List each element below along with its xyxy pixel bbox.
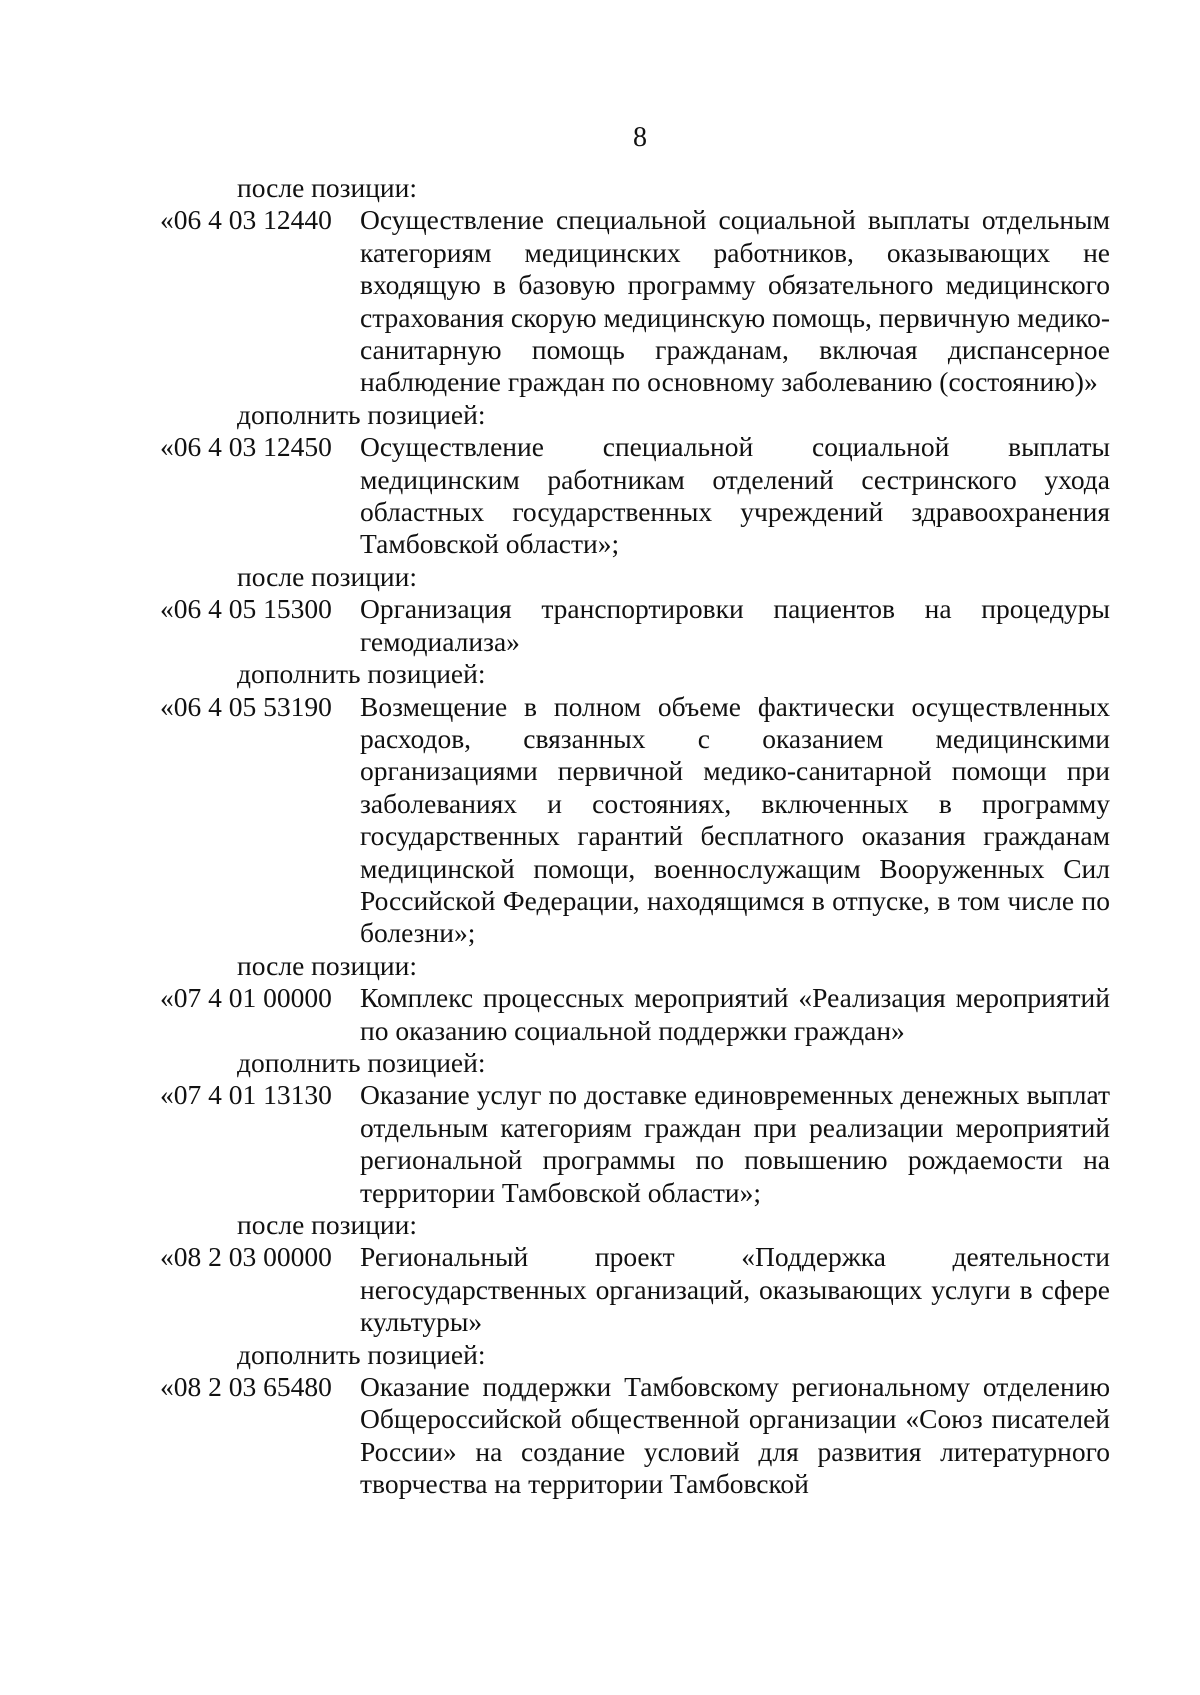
- position-label: дополнить позицией:: [237, 658, 486, 690]
- position-description: Осуществление специальной социальной выплаты отдельным категориям медицинских работников, оказывающих не входящую в базовую программу обязательного медицинского страхования скорую медицинскую помощь, первичную медико-санитарную помощь гражданам, включая диспансерное наблюдение граждан по основному заболеванию (состоянию)»: [360, 204, 1110, 398]
- budget-position-entry: [160, 204, 1110, 398]
- budget-position-entry: [160, 1079, 1110, 1209]
- budget-position-entry: [160, 1241, 1110, 1338]
- position-label: после позиции:: [237, 1209, 417, 1240]
- position-label: дополнить позицией:: [237, 1338, 486, 1370]
- position-description: Оказание поддержки Тамбовскому региональному отделению Общероссийской общественной организации «Союз писателей России» на создание условий для развития литературного творчества на территории Тамбовской: [360, 1371, 1110, 1500]
- position-label: дополнить позицией:: [237, 1046, 486, 1078]
- classification-code: «06 4 05 53190: [160, 690, 332, 722]
- classification-code: «06 4 03 12440: [160, 204, 332, 236]
- budget-position-entry: [160, 431, 1110, 561]
- budget-position-entry: [160, 593, 1110, 658]
- position-label: после позиции:: [237, 560, 417, 592]
- position-description: Возмещение в полном объеме фактически осуществленных расходов, связанных с оказанием медицинскими организациями первичной медико-санитарной помощи при заболеваниях и состояниях, включенных в программу государственных гарантий бесплатного оказания гражданам медицинской помощи, военнослужащим Вооруженных Сил Российской Федерации, находящимся в отпуске, в том числе по болезни»;: [360, 690, 1110, 949]
- position-label: после позиции:: [237, 172, 417, 203]
- budget-position-entry: [160, 691, 1110, 950]
- position-description: Комплекс процессных мероприятий «Реализация мероприятий по оказанию социальной поддержки граждан»: [360, 982, 1110, 1046]
- page-number: 8: [633, 122, 647, 153]
- classification-code: «07 4 01 13130: [160, 1079, 332, 1111]
- classification-code: «06 4 05 15300: [160, 593, 332, 625]
- classification-code: «08 2 03 00000: [160, 1241, 332, 1273]
- budget-position-entry: [160, 982, 1110, 1047]
- position-description: Организация транспортировки пациентов на процедуры гемодиализа»: [360, 593, 1110, 657]
- position-label: после позиции:: [237, 949, 417, 981]
- position-label: дополнить позицией:: [237, 398, 486, 430]
- classification-code: «07 4 01 00000: [160, 982, 332, 1014]
- position-description: Оказание услуг по доставке единовременных денежных выплат отдельным категориям граждан при реализации мероприятий региональной программы по повышению рождаемости на территории Тамбовской области»;: [360, 1079, 1110, 1208]
- position-description: Региональный проект «Поддержка деятельности негосударственных организаций, оказывающих услуги в сфере культуры»: [360, 1241, 1110, 1338]
- classification-code: «06 4 03 12450: [160, 431, 332, 463]
- budget-position-entry: [160, 1371, 1110, 1501]
- amendments-list: [160, 172, 1110, 1501]
- classification-code: «08 2 03 65480: [160, 1371, 332, 1403]
- position-description: Осуществление специальной социальной выплаты медицинским работникам отделений сестринского ухода областных государственных учреждений здравоохранения Тамбовской области»;: [360, 431, 1110, 560]
